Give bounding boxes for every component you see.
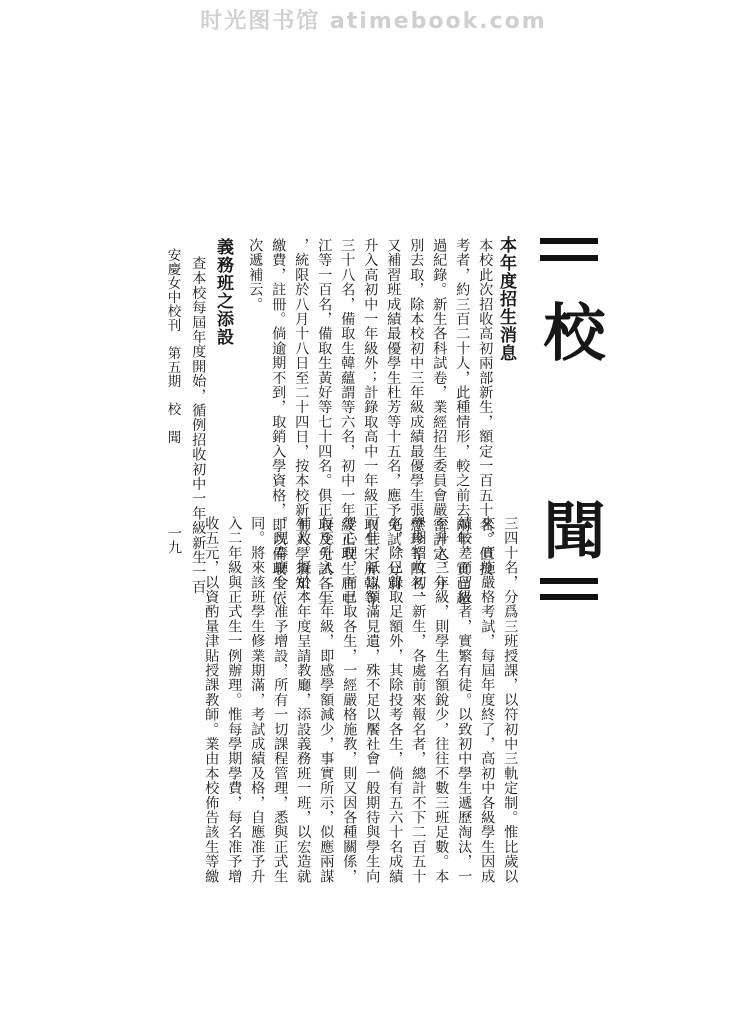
article-column: 次遞補云。 bbox=[247, 238, 264, 312]
article-column: 本校此次招收高初兩部新生，額定一百五十名。但投 bbox=[477, 238, 494, 577]
article-column: 入二年級與正式生一例辦理。惟每學期學費，每名准予增 bbox=[226, 516, 243, 884]
article-column: 補救。擬於本年度呈請教廳，添設義務班一班，以宏造就 bbox=[295, 516, 312, 884]
article-column: 查本校每屆年度開始，循例招收初中一年級新生一百 bbox=[190, 256, 207, 595]
title-bar-bottom bbox=[540, 578, 598, 584]
article-column: 繳費，註冊。倘逾期不到，取銷入學資格，即以備取生依 bbox=[270, 238, 287, 606]
article-column: 三十八名，備取生韓蘊謂等六名，初中一年級正取生唐申 bbox=[339, 238, 356, 606]
article-column: 又補習班成績最優學生杜芳等十五名，應予免試，分別 bbox=[385, 238, 402, 591]
article-column: 。現奉廳令：准予增設，所有一切課程管理，悉與正式生 bbox=[272, 516, 289, 884]
article-column: 績較差而留級者，實繁有徒。以致初中學生遞歷淘汰，一 bbox=[456, 516, 473, 884]
article-column: 每至升入二三年級，即感學額減少，事實所示，似應兩謀 bbox=[318, 516, 335, 884]
article-column: 同。將來該班學生修業期滿，考試成績及格，自應准予升 bbox=[249, 516, 266, 884]
title-bar-top bbox=[540, 238, 598, 244]
article-column: ，統限於八月十八日至二十四日，按本校新生入學須知， bbox=[293, 238, 310, 606]
article-column: 學期招收初一新生，各處前來報名者，總計不下二百五十 bbox=[410, 516, 427, 884]
running-title: 安慶女中校刊 第五期 校 聞 bbox=[164, 248, 181, 444]
article-column: 收五元，以資酌量津貼授課教師。業由本校佈告該生等繳 bbox=[203, 516, 220, 884]
title-bar-top-2 bbox=[540, 255, 598, 261]
article-column: 過紀錄。新生各科試卷，業經招生委員會嚴密評定，分 bbox=[431, 238, 448, 591]
section-title-char-1: 校 bbox=[533, 300, 606, 362]
article-column: 三四十名，分爲三班授課，以符初中三軌定制。惟比歲以 bbox=[502, 516, 519, 884]
article-column: 至升入三年級，則學生名額銳少，往往不數三班足數。本 bbox=[433, 516, 450, 884]
title-bar-bottom-2 bbox=[540, 594, 598, 600]
section-title-char-2: 聞 bbox=[533, 498, 606, 560]
article-title-volunteer-class: 義務班之添設 bbox=[213, 238, 233, 346]
article-column: 別去取，除本校初中三年級成績最優學生張懋珍等四名， bbox=[408, 238, 425, 606]
article-column: 名，除已錄取足額外，其除投考各生，倘有五六十名成績 bbox=[387, 516, 404, 884]
article-column: 來，實施嚴格考試，每屆年度終了，高初中各級學生因成 bbox=[479, 516, 496, 884]
article-title-enrollment: 本年度招生消息 bbox=[496, 236, 516, 362]
article-column: 考者，約三百二十人，此種情形，較之前去兩年，實已超 bbox=[454, 238, 471, 606]
article-column: 江等一百名，備取生黃好等七十四名。俱正取及免試各生 bbox=[316, 238, 333, 606]
article-column: 學心理，而已取各生，一經嚴格施教，則又因各種關係， bbox=[341, 516, 358, 884]
page-number: 一九 bbox=[166, 526, 182, 554]
article-column: 可佳，祇以額滿見遺，殊不足以饜社會一般期待與學生向 bbox=[364, 516, 381, 884]
watermark: 时光图书馆 atimebook.com bbox=[200, 9, 547, 34]
article-column: 升入高初中一年級外；計錄取高中一年級正取生宋屏翰等 bbox=[362, 238, 379, 606]
